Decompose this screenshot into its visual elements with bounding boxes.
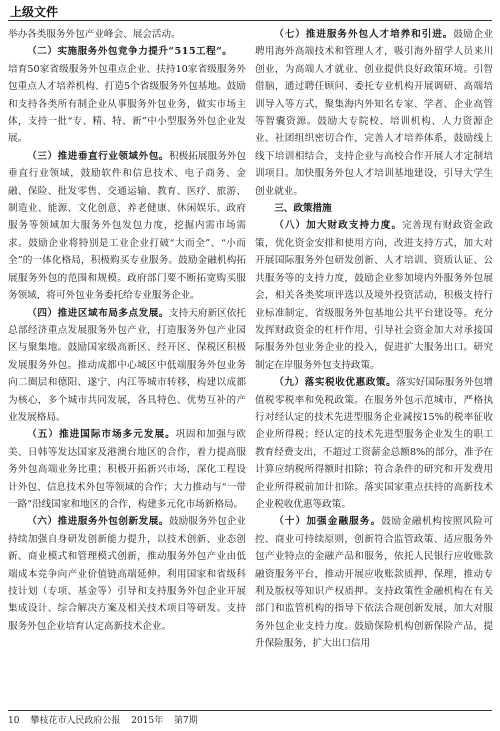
paragraph [255, 217, 493, 374]
paragraph [255, 374, 493, 513]
paragraph-heading: （三）推进垂直行业领域外包。 [27, 150, 169, 162]
paragraph [255, 26, 493, 200]
paragraph [8, 43, 246, 60]
page-number: 10 [8, 716, 20, 726]
paragraph: 举办各类服务外包产业峰会、展会活动。 [8, 29, 181, 40]
paragraph [8, 148, 246, 305]
paragraph-heading: （八）加大财政支持力度。 [274, 220, 403, 232]
page-footer [8, 713, 206, 726]
paragraph-body: 落实好国际服务外包增值税零税率和免税政策。在服务外包示范城市，严格执行对经认定的技术先进型服务企业减按15%的税率征收企业所得税；经认定的技术先进型服务企业发生的职工教育经费支出，不超过工资薪金总额8%的部分，准予在计算应纳税所得额时扣除；符合条件的研究和开发费用企业所得税前加计扣除。落实国家重点扶持的高新技术企业税收优惠等政策。 [255, 377, 493, 510]
paragraph-body: 积极拓展服务外包垂直行业领域，鼓励软件和信息技术、电子商务、金融、保险、批发零售、交通运输、教育、医疗、旅游、制造业、能源、文化创意、养老健康、休闲娱乐、政府服务等领域加大服务外包发包力度，挖掘内需市场需求。鼓励企业将特别是工业企业打破“大而全”、“小而全”的一体化格局，积极购买专业服务。鼓励金融机构拓展服务外包的范围和规模。政府部门要不断拓宽购买服务领域，将可外包业务委托给专业服务企业。 [8, 150, 246, 302]
paragraph-heading: （四）推进区域布局多点发展。 [27, 307, 169, 319]
gazette-year: 2015年 [131, 716, 164, 726]
paragraph-body: 完善现有财政资金政策，优化资金安排和使用方向，改进支持方式，加大对开展国际服务外包研发创新、人才培训、资质认证、公共服务等的支持力度，鼓励企业参加境内外服务外包展会，相关各类奖项评选以及境外投资活动，积极支持行业标准制定、省级服务外包基地公共平台建设等。充分发挥财政资金的杠杆作用，引导社会资金加大对承接国际服务外包业务企业的投入，促进扩大服务出口。研究制定在岸服务外包支持政策。 [255, 220, 494, 371]
gazette-name: 攀枝花市人民政府公报 [30, 716, 121, 726]
paragraph-heading: （十）加强金融服务。 [274, 516, 382, 528]
section-header: 上级文件 [10, 5, 59, 19]
gazette-issue: 第7期 [174, 716, 198, 726]
paragraph-heading: （二）实施服务外包竞争力提升“515工程”。 [27, 46, 233, 58]
section-title: 三、政策措施 [274, 203, 332, 215]
paragraph-body: 鼓励企业聘用海外高端技术和管理人才，吸引海外留学人员来川创业，为高端人才就业、创业提供良好政策环境。引智借脑，通过聘任顾问、委托专业机构开展调研、高端培训导入等方式，聚集海内外知名专家、学者、企业高管等智囊资源。鼓励大专院校、培训机构、人力资源企业、社团组织密切合作，完善人才培养体系，鼓励线上线下培训相结合，支持企业与高校合作开展人才定制培训项目。加快服务外包人才培训基地建设，引导大学生创业就业。 [255, 29, 494, 197]
paragraph-heading: （六）推进服务外包创新发展。 [27, 516, 169, 528]
paragraph-heading: （九）落实税收优惠政策。 [274, 377, 397, 389]
paragraph-body: 鼓励金融机构按照风险可控、商业可持续原则，创新符合监管政策、适应服务外包产业特点的金融产品和服务，依托人民银行应收账款融资服务平台，推动开展应收账款质押、保理，推动专利及版权等知识产权质押。支持政策性金融机构在有关部门和监管机构的指导下依法合规创新发展，加大对服务外包企业支持力度。鼓励保险机构创新保险产品，提升保险服务，扩大出口信用 [255, 516, 493, 650]
paragraph: 培育50家省级服务外包重点企业、扶持10家省级服务外包重点人才培养机构、打造5个省级服务外包基地。鼓励和支持各类所有制企业从事服务外包业务，做实市场主体，支持一批“专、精、特、新”中小型服务外包企业发展。 [8, 63, 246, 145]
paragraph-body: 支持天府新区依托总部经济重点发展服务外包产业，打造服务外包产业园区与聚集地。鼓励国家级高新区、经开区、保税区积极发展服务外包。推动成都中心城区中低端服务外包业务向二圈层和德阳、遂宁、内江等城市转移，构建以成都为核心，多个城市共同发展，各具特色、优势互补的产业发展格局。 [8, 307, 246, 423]
paragraph-body: 巩固和加强与欧美、日韩等发达国家及港澳台地区的合作，着力提高服务外包高端业务比重；积极开拓新兴市场，深化工程设计外包、信息技术外包等领域的合作；大力推动与“一带一路”沿线国家和地区的合作，构建多元化市场新格局。 [8, 429, 247, 510]
footer-divider [8, 710, 492, 711]
header-divider [8, 20, 492, 21]
paragraph-heading: （七）推进服务外包人才培养和引进。 [274, 29, 454, 40]
paragraph [8, 426, 246, 513]
right-column [255, 26, 493, 653]
paragraph [8, 513, 246, 635]
paragraph [8, 305, 246, 427]
paragraph-heading: （五）推进国际市场多元发展。 [27, 429, 176, 441]
paragraph [255, 513, 493, 652]
paragraph-body: 鼓励服务外包企业持续加强自身研发创新能力提升，以技术创新、业态创新、商业模式和管理模式创新，推动服务外包产业由低端成本竞争向产业价值链高端延伸。利用国家和省级科技计划（专项、基金等）引导和支持服务外包企业开展集成设计、综合解决方案及相关技术项目等研发。支持服务外包企业培育认定高新技术企业。 [8, 516, 246, 632]
left-column [8, 26, 246, 635]
